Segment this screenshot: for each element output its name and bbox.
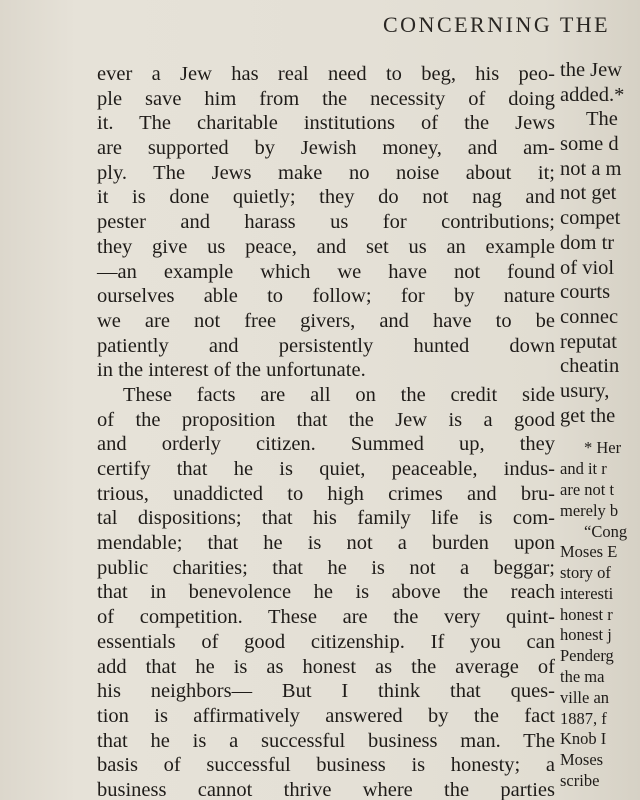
text-line: they give us peace, and set us an example	[97, 235, 555, 258]
right-text-line: the Jew	[560, 59, 623, 81]
right-text-line: courts	[560, 281, 611, 304]
right-text-line: not get	[560, 182, 617, 205]
right-text-line: not a m	[560, 157, 622, 180]
right-text-line: added.*	[560, 83, 625, 106]
footnote-line: story of	[560, 563, 611, 583]
footnote-line: and it r	[560, 459, 607, 479]
footnote-line: Moses	[560, 750, 604, 770]
right-text-line: usury,	[560, 379, 610, 402]
text-line: basis of successful business is honesty; a	[97, 754, 555, 777]
footnote	[560, 438, 640, 792]
text-line: mendable; that he is not a burden upon	[97, 532, 555, 555]
text-line: —an example which we have not found	[97, 260, 555, 283]
text-line: add that he is as honest as the average of	[97, 655, 555, 678]
text-line: that he is a successful business man. The	[97, 729, 555, 752]
text-line: we are not free givers, and have to be	[97, 309, 555, 332]
right-text-line: cheatin	[560, 355, 620, 378]
text-line: his neighbors— But I think that ques-	[97, 680, 555, 703]
right-text-line: of viol	[560, 256, 615, 279]
footnote-line: Penderg	[560, 646, 614, 666]
text-line: ple save him from the necessity of doing	[97, 87, 555, 110]
text-line: and orderly citizen. Summed up, they	[97, 433, 555, 456]
text-line: patiently and persistently hunted down	[97, 334, 555, 357]
text-line: it is done quietly; they do not nag and	[97, 186, 555, 209]
footnote-line: * Her	[584, 438, 622, 458]
right-text-line: get the	[560, 404, 616, 427]
text-line: essentials of good citizenship. If you can	[97, 630, 555, 653]
footnote-line: interesti	[560, 583, 614, 603]
right-text-line: reputat	[560, 330, 617, 353]
text-line: certify that he is quiet, peaceable, indus-	[97, 458, 555, 480]
footnote-line: Moses E	[560, 542, 618, 562]
text-line: ever a Jew has real need to beg, his peo-	[97, 63, 555, 85]
footnote-line: honest j	[560, 625, 612, 645]
footnote-line: merely b	[560, 500, 619, 520]
text-line: in the interest of the unfortunate.	[97, 359, 366, 382]
text-line: are supported by Jewish money, and am-	[97, 137, 555, 160]
text-line: that in benevolence he is above the reach	[97, 581, 555, 604]
text-line: tion is affirmatively answered by the fact	[97, 704, 555, 727]
text-line: trious, unaddicted to high crimes and bru-	[97, 482, 555, 505]
text-line: These facts are all on the credit side	[123, 383, 555, 406]
footnote-line: 1887, f	[560, 708, 607, 728]
footnote-line: scribe	[560, 771, 600, 791]
text-line: business cannot thrive where the parties	[97, 778, 555, 800]
right-text-line: compet	[560, 207, 621, 230]
running-head: CONCERNING THE	[383, 12, 611, 37]
footnote-line: “Cong	[584, 521, 628, 541]
text-line: ourselves able to follow; for by nature	[97, 285, 555, 308]
footnote-line: honest r	[560, 604, 613, 624]
text-line: ply. The Jews make no noise about it;	[97, 161, 555, 184]
text-line: of the proposition that the Jew is a good	[97, 408, 555, 431]
right-text-line: The	[586, 108, 618, 131]
footnote-line: the ma	[560, 667, 605, 687]
text-line: tal dispositions; that his family life is com-	[97, 507, 555, 530]
footnote-line: are not t	[560, 479, 615, 499]
text-line: of competition. These are the very quint-	[97, 606, 555, 629]
right-text-line: connec	[560, 305, 619, 328]
footnote-line: ville an	[560, 687, 610, 707]
footnote-line: Knob I	[560, 729, 607, 749]
right-text-column	[560, 58, 640, 792]
right-text-line: dom tr	[560, 231, 615, 254]
text-line: it. The charitable institutions of the Jews	[97, 112, 555, 135]
text-line: pester and harass us for contributions;	[97, 211, 555, 234]
right-text-line: some d	[560, 133, 619, 156]
main-text-column	[97, 62, 555, 800]
text-line: public charities; that he is not a beggar;	[97, 556, 555, 579]
